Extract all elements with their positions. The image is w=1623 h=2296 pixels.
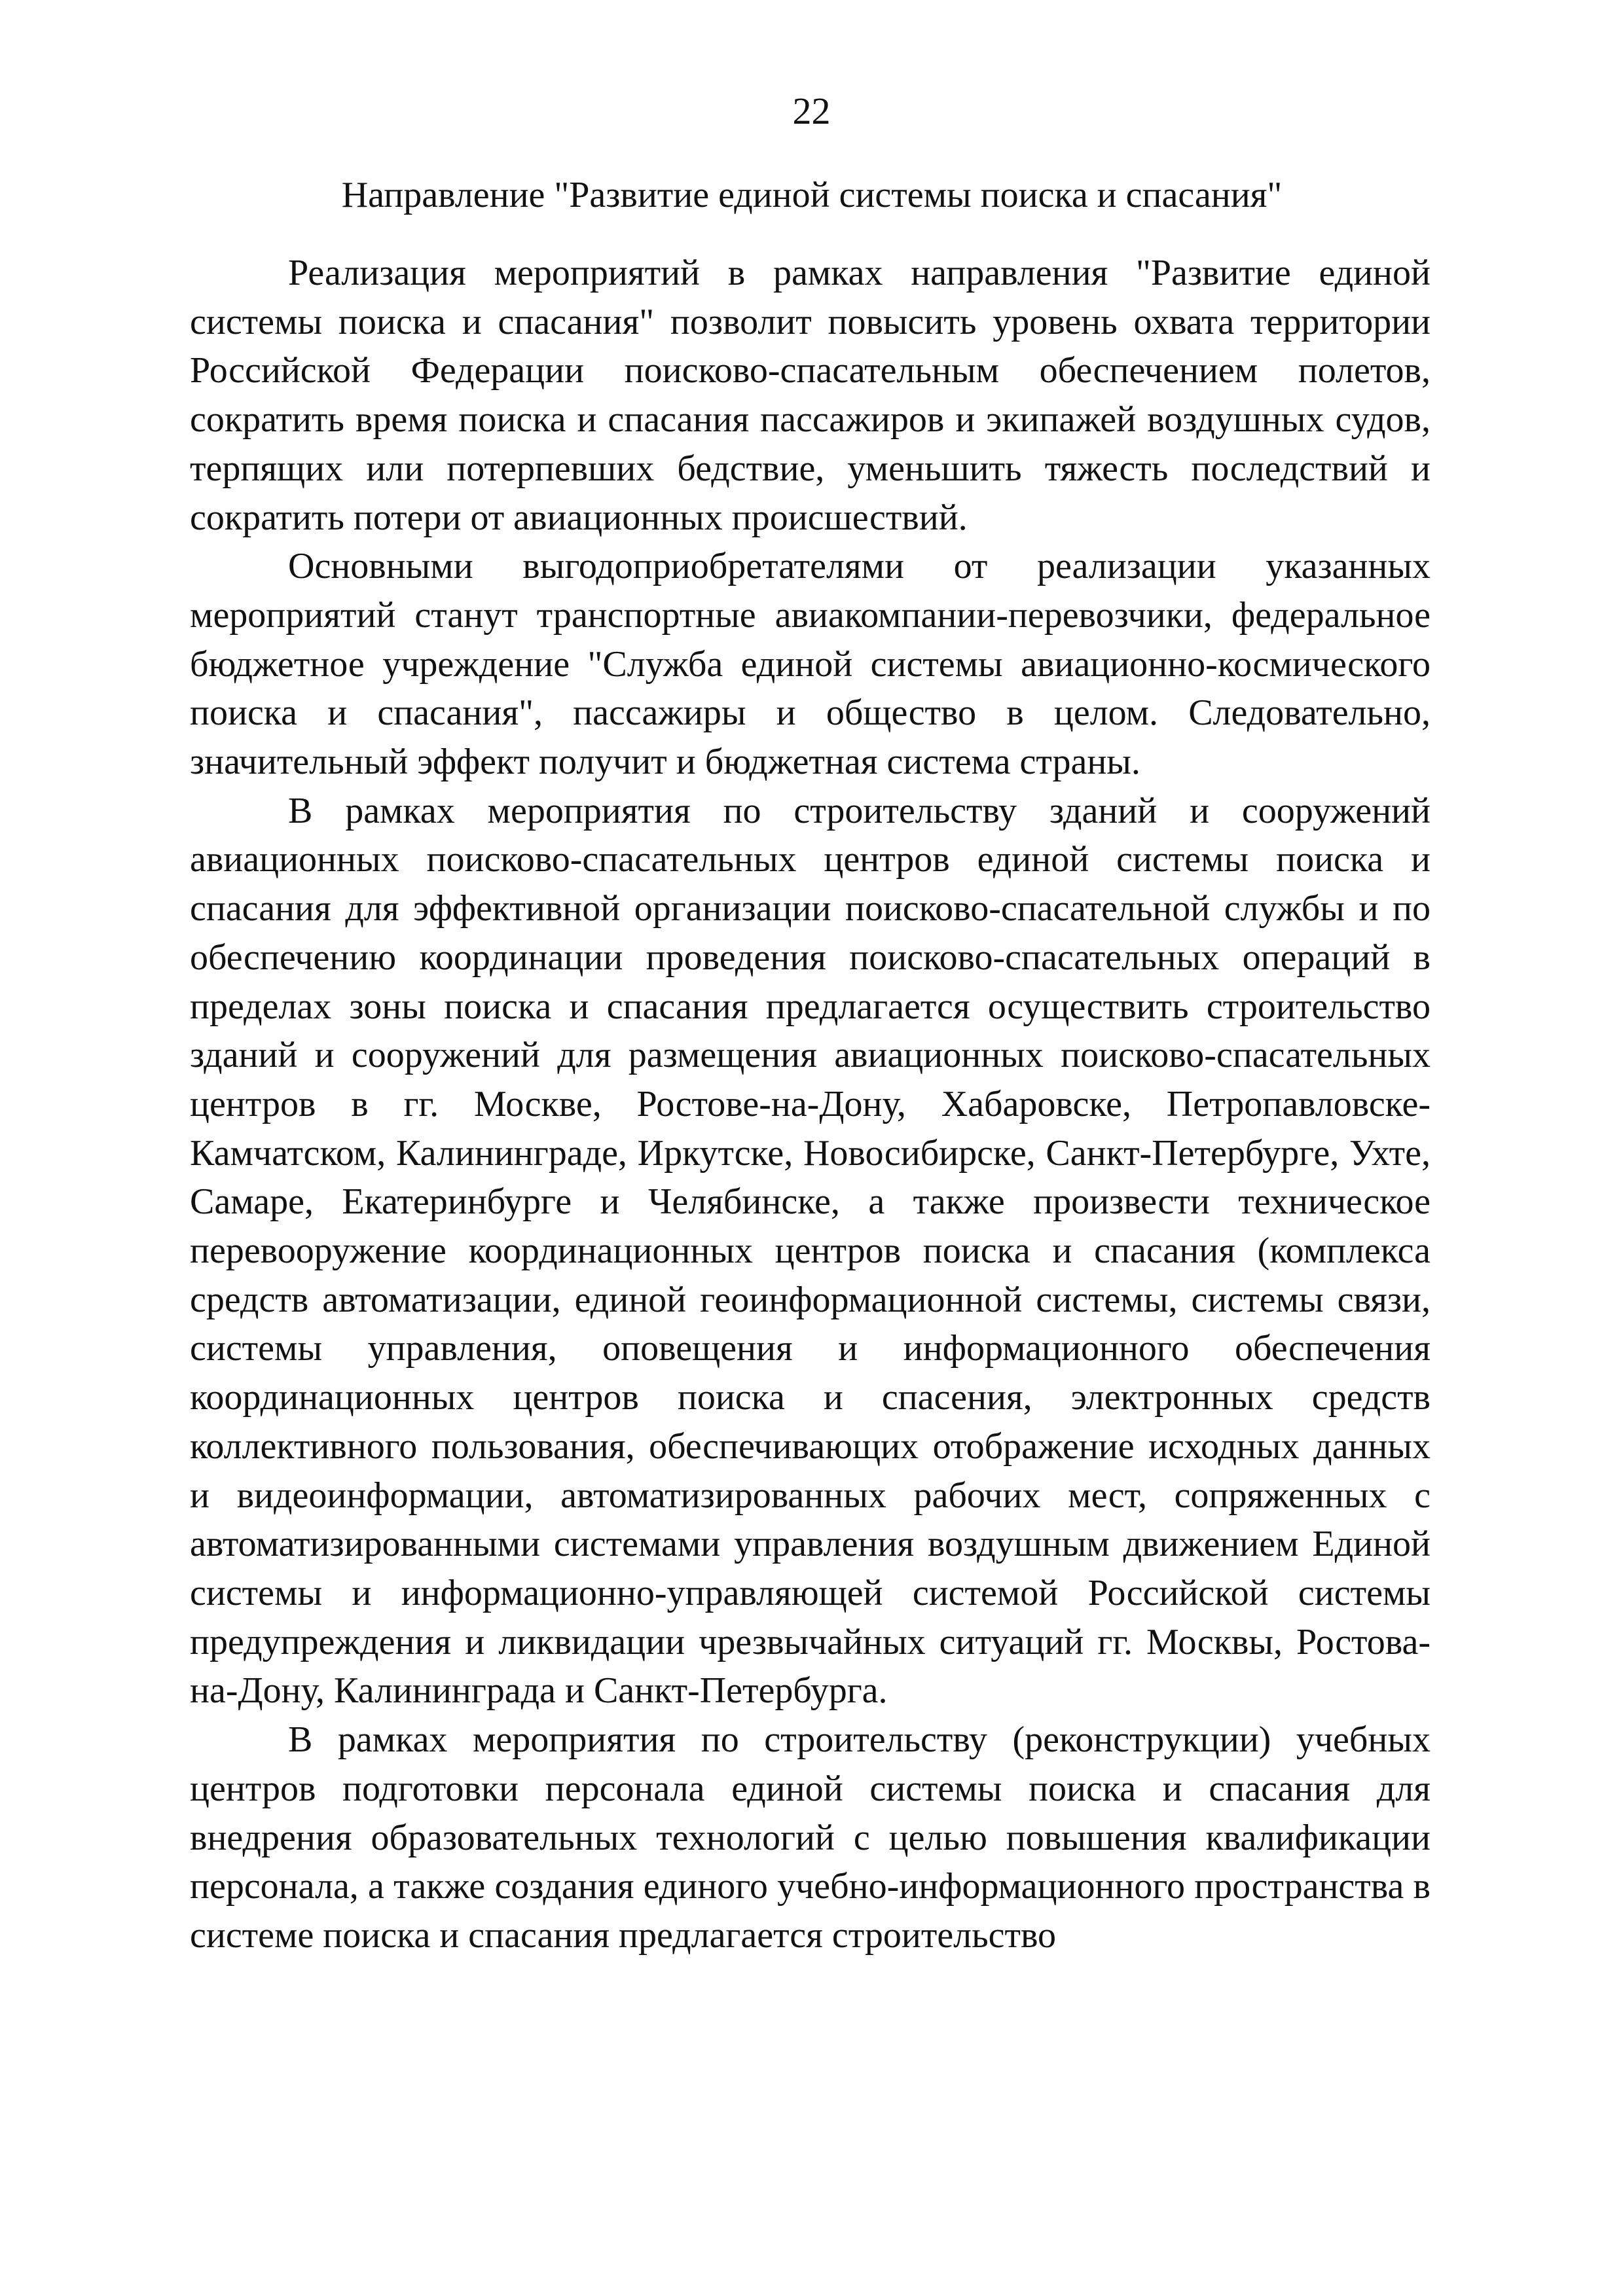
- section-title: Направление "Развитие единой системы поиска и спасания": [341, 175, 1283, 215]
- page-number: 22: [792, 90, 831, 132]
- paragraph: Основными выгодоприобретателями от реализации указанных мероприятий станут транспортные авиакомпании-перевозчики, федеральное бюджетное учреждение "Служба единой системы авиационно-космического поиска и спасания", пассажиры и общество в целом. Следовательно, значительный эффект получит и бюджетная система страны.: [190, 546, 1431, 783]
- document-body: [190, 249, 1431, 1960]
- paragraph: В рамках мероприятия по строительству (реконструкции) учебных центров подготовки персонала единой системы поиска и спасания для внедрения образовательных технологий с целью повышения квалификации персонала, а также создания единого учебно-информационного пространства в системе поиска и спасания предлагается строительство: [190, 1719, 1431, 1956]
- paragraph: В рамках мероприятия по строительству зданий и сооружений авиационных поисково-спасательных центров единой системы поиска и спасания для эффективной организации поисково-спасательной службы и по обеспечению координации проведения поисково-спасательных операций в пределах зоны поиска и спасания предлагается осуществить строительство зданий и сооружений для размещения авиационных поисково-спасательных центров в гг. Москве, Ростове-на-Дону, Хабаровске, Петропавловске-Камчатском, Калининграде, Иркутске, Новосибирске, Санкт-Петербурге, Ухте, Самаре, Екатеринбурге и Челябинске, а также произвести техническое перевооружение координационных центров поиска и спасания (комплекса средств автоматизации, единой геоинформационной системы, системы связи, системы управления, оповещения и информационного обеспечения координационных центров поиска и спасения, электронных средств коллективного пользования, обеспечивающих отображение исходных данных и видеоинформации, автоматизированных рабочих мест, сопряженных с автоматизированными системами управления воздушным движением Единой системы и информационно-управляющей системой Российской системы предупреждения и ликвидации чрезвычайных ситуаций гг. Москвы, Ростова-на-Дону, Калининграда и Санкт-Петербурга.: [190, 790, 1431, 1712]
- paragraph: Реализация мероприятий в рамках направления "Развитие единой системы поиска и спасания" позволит повысить уровень охвата территории Российской Федерации поисково-спасательным обеспечением полетов, сократить время поиска и спасания пассажиров и экипажей воздушных судов, терпящих или потерпевших бедствие, уменьшить тяжесть последствий и сократить потери от авиационных происшествий.: [190, 253, 1431, 538]
